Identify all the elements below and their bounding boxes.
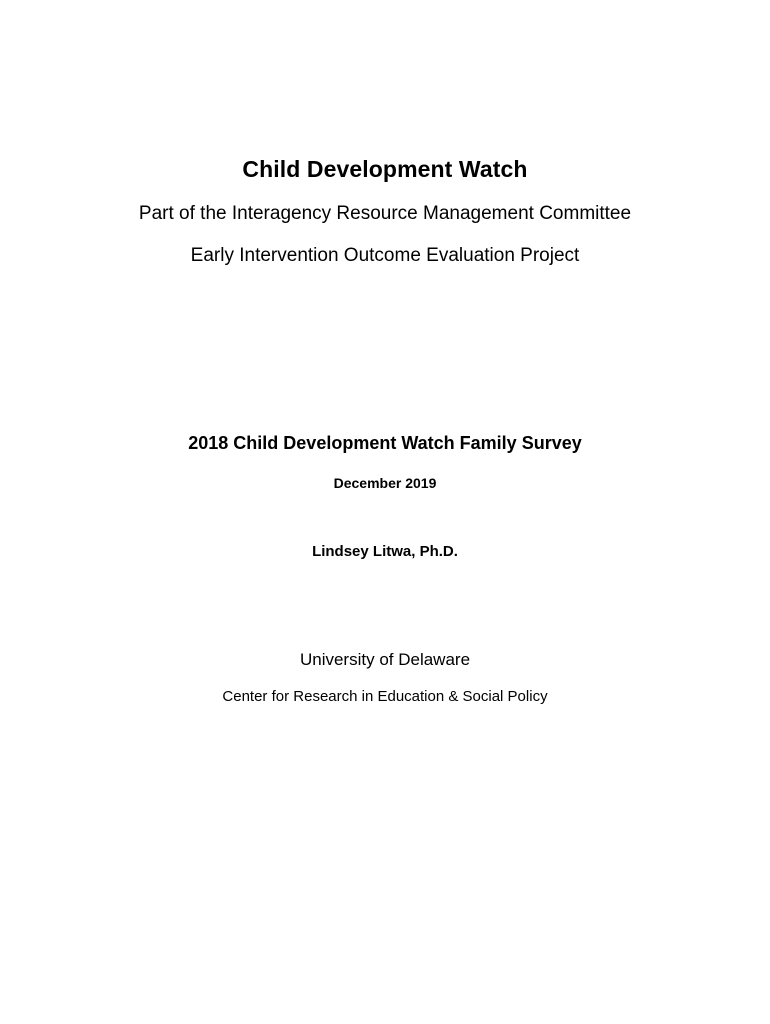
report-date: December 2019 <box>333 475 437 491</box>
author-name: Lindsey Litwa, Ph.D. <box>312 543 458 560</box>
document-subtitle-line1: Part of the Interagency Resource Management Committee <box>138 203 632 224</box>
report-title: 2018 Child Development Watch Family Survey <box>188 433 582 453</box>
document-title: Child Development Watch <box>242 156 528 182</box>
research-center-name: Center for Research in Education & Social Policy <box>222 688 548 705</box>
institution-name: University of Delaware <box>299 650 471 669</box>
document-subtitle-line2: Early Intervention Outcome Evaluation Project <box>190 245 580 266</box>
